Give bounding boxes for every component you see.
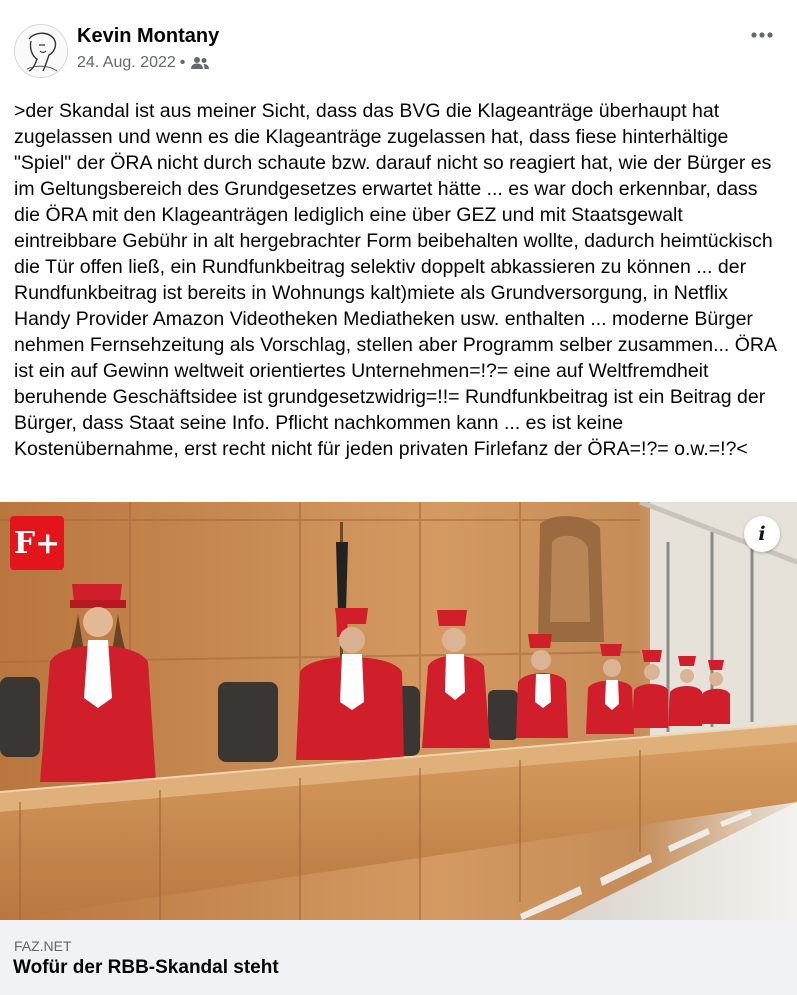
author-name[interactable]: Kevin Montany [77, 25, 220, 47]
post-photo[interactable] [0, 502, 797, 920]
more-options-button[interactable] [744, 20, 780, 50]
faz-plus-badge: F+ [10, 516, 64, 570]
avatar-sketch-icon [15, 25, 67, 77]
meta-separator: • [179, 54, 186, 71]
author-avatar[interactable] [14, 24, 68, 78]
link-domain: FAZ.NET [14, 938, 72, 954]
post-text: >der Skandal ist aus meiner Sicht, dass das BVG die Klageanträge überhaupt hat zugelassen und wenn es die Klageanträge zugelassen hat, dass fiese hinterhältige "Spiel" der ÖRA nicht durch schaute bzw. darauf nicht so reagiert hat, wie der Bürger es im Geltungsbereich des Grundgesetzes erwartet hätte ... es war doch erkennbar, dass die ÖRA mit den Klageanträgen lediglich eine über GEZ und mit Staatsgewalt eintreibbare Gebühr in alt hergebrachter Form beibehalten wollte, dadurch heimtückisch die Tür offen ließ, ein Rundfunkbeitrag selektiv doppelt abkassieren zu können ... der Rundfunkbeitrag ist bereits in Wohnungs kalt)miete als Grundversorgung, in Netflix Handy Provider Amazon Videotheken Mediatheken usw. enthalten ... moderne Bürger nehmen Fernsehzeitung als Vorschlag, stellen aber Programm selber zusammen... ÖRA ist ein auf Gewinn weltweit orientiertes Unternehmen=!?= eine auf Weltfremdheit beruhende Geschäftsidee ist grundgesetzwidrig=!!= Rundfunkbeitrag ist ein Beitrag der Bürger, dass Staat seine Info. Pflicht nachkommen kann ... es ist keine Kostenübernahme, erst recht nicht für jeden privaten Firlefanz der ÖRA=!?= o.w.=!?< [14, 100, 776, 460]
link-title[interactable]: Wofür der RBB-Skandal steht [13, 957, 279, 978]
post-header [0, 0, 797, 92]
post-date[interactable]: 24. Aug. 2022 [77, 54, 176, 71]
courtroom-photo [0, 502, 797, 920]
link-preview[interactable] [0, 920, 797, 995]
post-meta [77, 54, 209, 72]
info-icon[interactable]: i [744, 516, 780, 552]
friends-icon [191, 56, 209, 70]
more-horizontal-icon [750, 31, 774, 39]
